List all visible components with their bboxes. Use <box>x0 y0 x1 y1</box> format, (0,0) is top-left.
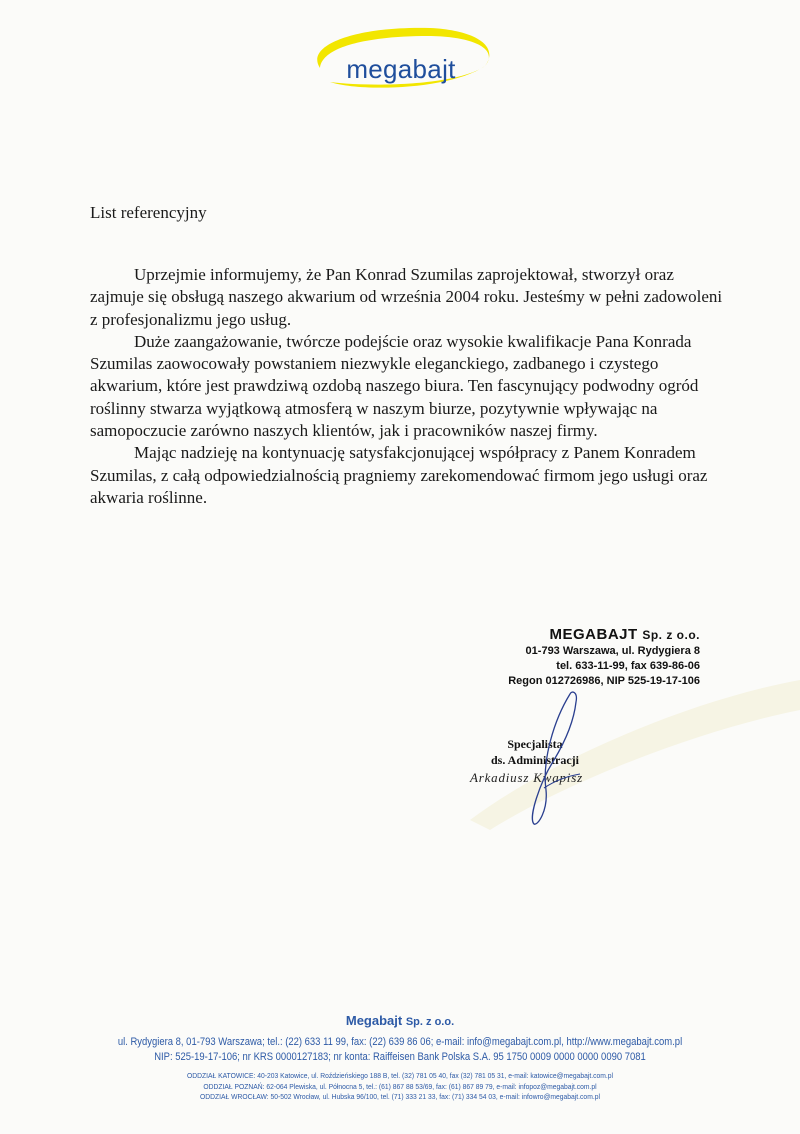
signer-name: Arkadiusz Kwapisz <box>470 770 583 785</box>
footer-branch: ODDZIAŁ WROCŁAW: 50-502 Wrocław, ul. Hubska 96/100, tel. (71) 333 21 33, fax: (71) 334 54 03, e-mail: infowro@megabajt.com.pl <box>200 1092 600 1101</box>
footer-company-suffix: Sp. z o.o. <box>405 1016 455 1028</box>
company-stamp <box>440 626 700 689</box>
stamp-phone: tel. 633-11-99, fax 639-86-06 <box>556 660 700 672</box>
handwritten-signature <box>520 690 590 830</box>
footer-company-name: Megabajt <box>345 1013 403 1028</box>
letter-paragraph: Uprzejmie informujemy, że Pan Konrad Szumilas zaprojektował, stworzył oraz zajmuje się obsługą naszego akwarium od września 2004 roku. Jesteśmy w pełni zadowoleni z profesjonalizmu jego usług. <box>90 265 723 329</box>
footer-contact-line: ul. Rydygiera 8, 01-793 Warszawa; tel.: (22) 633 11 99, fax: (22) 639 86 06; e-mail: info@megabajt.com.pl, http://www.megabajt.com.pl <box>117 1036 683 1048</box>
letter-body <box>90 264 730 509</box>
footer-branch: ODDZIAŁ POZNAŃ: 62-064 Plewiska, ul. Północna 5, tel.: (61) 867 88 53/69, fax: (61) 867 89 79, e-mail: infopoz@megabajt.com.pl <box>203 1081 597 1091</box>
logo-text: megabajt <box>346 54 456 84</box>
letter-paragraph: Mając nadzieję na kontynuację satysfakcjonującej współpracy z Panem Konradem Szumilas, z całą odpowiedzialnością pragniemy zarekomendować firmom jego usługi oraz akwaria roślinne. <box>90 443 708 507</box>
footer-branch: ODDZIAŁ KATOWICE: 40-203 Katowice, ul. Roździeńskiego 188 B, tel. (32) 781 05 40, fax (32) 781 05 31, e-mail: katowice@megabajt.com.pl <box>186 1071 614 1080</box>
letter-subject: List referencyjny <box>90 203 207 222</box>
company-logo <box>300 22 500 94</box>
stamp-company-suffix: Sp. z o.o. <box>642 628 700 642</box>
position-line: ds. Administracji <box>490 753 579 767</box>
stamp-address: 01-793 Warszawa, ul. Rydygiera 8 <box>525 645 700 657</box>
position-line: Specjalista <box>507 737 563 751</box>
footer-registration-line: NIP: 525-19-17-106; nr KRS 0000127183; nr konta: Raiffeisen Bank Polska S.A. 95 1750 0009 0000 0000 0090 7081 <box>154 1051 646 1063</box>
stamp-company-name: MEGABAJT <box>549 626 638 643</box>
letterhead-footer <box>40 1012 760 1103</box>
stamp-ids: Regon 012726986, NIP 525-19-17-106 <box>508 675 700 687</box>
letter-paragraph: Duże zaangażowanie, twórcze podejście oraz wysokie kwalifikacje Pana Konrada Szumilas zaowocowały powstaniem niezwykle eleganckiego, zadbanego i czystego akwarium, które jest prawdziwą ozdobą naszego biura. Ten fascynujący podwodny ogród roślinny stwarza wyjątkową atmosferą w naszym biurze, pozytywnie wpływając na samopoczucie zarówno naszych klientów, jak i pracowników naszej firmy. <box>90 331 699 441</box>
footer-branches <box>40 1071 760 1103</box>
